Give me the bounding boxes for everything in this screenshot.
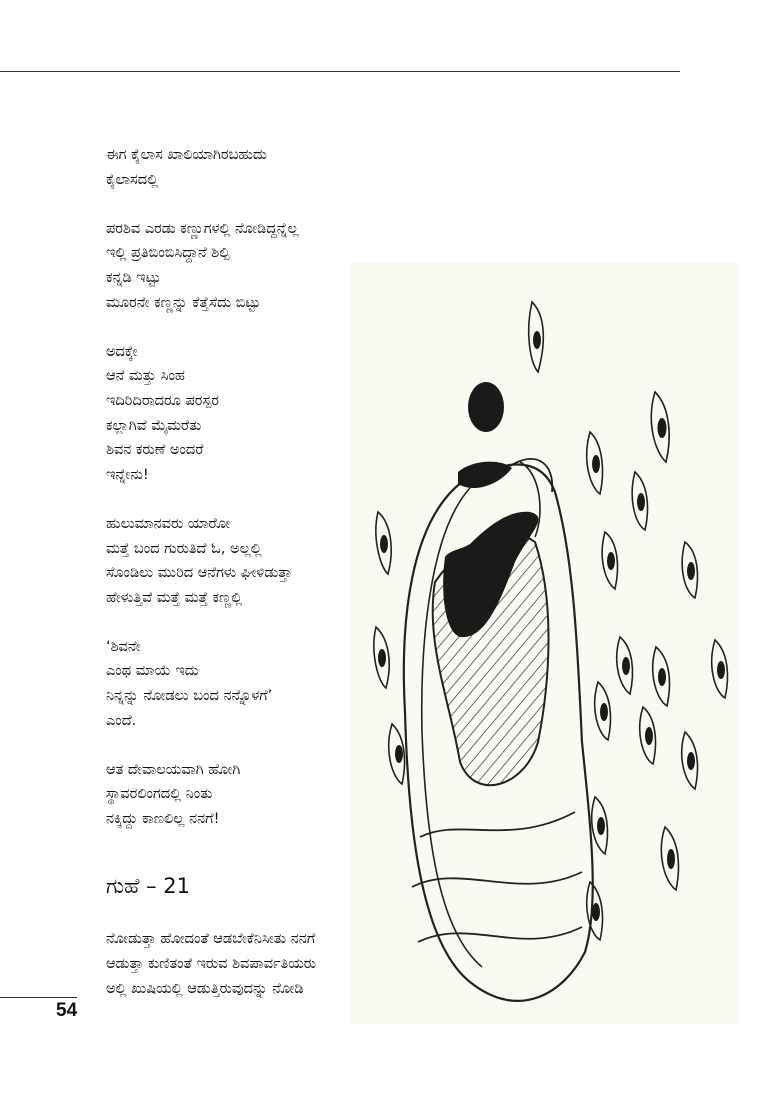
poem-line: ಆತ ದೇವಾಲಯವಾಗಿ ಹೋಗಿ [106,761,241,778]
poem-line: ಇದಿರಿದಿರಾದರೂ ಪರಸ್ಪರ [106,392,219,409]
cave-figure-illustration [350,262,740,1024]
poem-line: ಹೇಳುತ್ತಿವೆ ಮತ್ತೆ ಮತ್ತೆ ಕಣ್ಣಲ್ಲಿ [106,589,243,606]
poem-line: ಆನೆ ಮತ್ತು ಸಿಂಹ [106,368,185,385]
poem-line: ಎಂದೆ. [106,712,137,729]
stanza [106,512,406,610]
poem-line: ಹುಲುಮಾನವರು ಯಾರೋ [106,515,231,532]
poem-line: ಶಿವನ ಕರುಣೆ ಅಂದರೆ [106,442,204,459]
poem-line: ಮತ್ತೆ ಬಂದ ಗುರುತಿದೆ ಓ, ಅಲ್ಲಲ್ಲಿ [106,540,262,557]
poem-line: ನಿನ್ನನ್ನು ನೋಡಲು ಬಂದ ನನ್ನೊಳಗೆ’ [106,688,273,705]
poem-line: ಆಡುತ್ತಾ ಕುಣಿತಂತೆ ಇರುವ ಶಿವಪಾರ್ವತಿಯರು [106,956,317,972]
poem-line: ಇನ್ನೇನು! [106,466,149,483]
poem-continuation [106,927,406,1002]
poem-line: ಅಲ್ಲಿ ಖುಷಿಯಲ್ಲಿ ಆಡುತ್ತಿರುವುದನ್ನು ನೋಡಿ [106,981,304,997]
poem-line: ನಕ್ಕಿದ್ದು ಕಾಣಲಿಲ್ಲ ನನಗೆ! [106,811,220,828]
stanza [106,217,406,315]
stanza [106,143,406,192]
poem-line: ನೋಡುತ್ತಾ ಹೋದಂತೆ ಆಡಬೇಕೆನಿಸೀತು ನನಗೆ [106,931,316,947]
poem-line: ಸೊಂಡಿಲು ಮುರಿದ ಆನೆಗಳು ಘೀಳಿಡುತ್ತಾ [106,565,293,582]
poem-line: ಕನ್ನಡಿ ಇಟ್ಟು [106,269,161,286]
poem-line: ಈಗ ಕೈಲಾಸ ಖಾಲಿಯಾಗಿರಬಹುದು [106,147,268,163]
stanza [106,340,406,488]
poem-line: ಕಲ್ಲಾಗಿವೆ ಮೈಮರೆತು [106,417,202,434]
poem-line: ಸ್ಥಾವರಲಿಂಗದಲ್ಲಿ ನಿಂತು [106,786,213,803]
poem-line: ಎಂಥ ಮಾಯೆ ಇದು [106,663,199,680]
poem-line: ಮೂರನೇ ಕಣ್ಣನ್ನು ಕೆತ್ತೆಸೆದು ಬಿಟ್ಟು [106,294,261,311]
poem-line: ಪರಶಿವ ಎರಡು ಕಣ್ಣುಗಳಲ್ಲಿ ನೋಡಿದ್ದನ್ನೆಲ್ಲ [106,220,299,237]
stanza [106,758,406,832]
top-divider [0,71,680,72]
poem-line: ಅದಕ್ಕೇ [106,343,138,360]
footer-divider [0,997,77,998]
poem-line: ಇಲ್ಲಿ ಪ್ರತಿಬಿಂಬಿಸಿದ್ದಾನೆ ಶಿಲ್ಪಿ [106,245,230,262]
page-number: 54 [56,1000,78,1021]
section-title: ಗುಹೆ – 21 [106,874,191,898]
poem-line: ಕೈಲಾಸದಲ್ಲಿ [106,171,159,188]
poem-line: ‘ಶಿವನೇ [106,638,141,655]
stanza [106,635,406,733]
poem-body [106,143,406,856]
